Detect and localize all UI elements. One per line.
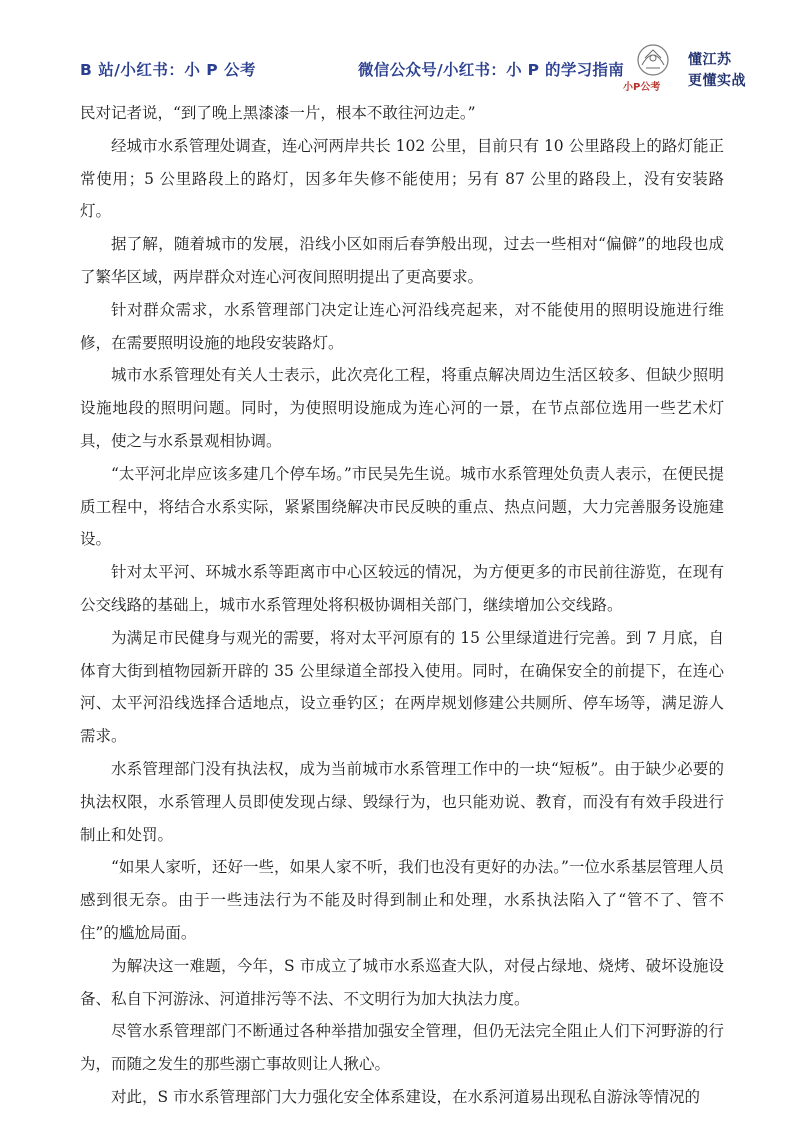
brand-slogan: [688, 50, 746, 92]
paragraph: 针对太平河、环城水系等距离市中心区较远的情况，为方便更多的市民前往游览，在现有公交线路的基础上，城市水系管理处将积极协调相关部门，继续增加公交线路。: [80, 563, 724, 614]
article-body: [80, 97, 724, 1114]
page-header: [0, 0, 800, 100]
paragraph: 城市水系管理处有关人士表示，此次亮化工程，将重点解决周边生活区较多、但缺少照明设施地段的照明问题。同时，为使照明设施成为连心河的一景，在节点部位选用一些艺术灯具，使之与水系景观相协调。: [80, 366, 724, 450]
paragraph: 针对群众需求，水系管理部门决定让连心河沿线亮起来，对不能使用的照明设施进行维修，在需要照明设施的地段安装路灯。: [80, 300, 724, 352]
header-right-text: 微信公众号/小红书：小 P 的学习指南: [358, 61, 625, 79]
paragraph: 经城市水系管理处调查，连心河两岸共长 102 公里，目前只有 10 公里路段上的路灯能正常使用；5 公里路段上的路灯，因多年失修不能使用；另有 87 公里的路段上，没有安装路灯。: [80, 136, 724, 221]
paragraph: 对此，S 市水系管理部门大力强化安全体系建设，在水系河道易出现私自游泳等情况的: [111, 1087, 701, 1106]
header-left-text: B 站/小红书：小 P 公考: [80, 61, 257, 79]
paragraph: “太平河北岸应该多建几个停车场。”市民吴先生说。城市水系管理处负责人表示，在便民提质工程中，将结合水系实际，紧紧围绕解决市民反映的重点、热点问题，大力完善服务设施建设。: [80, 464, 724, 549]
paragraph: 民对记者说，“到了晚上黑漆漆一片，根本不敢往河边走。”: [80, 104, 476, 122]
paragraph: 为解决这一难题，今年，S 市成立了城市水系巡查大队，对侵占绿地、烧烤、破坏设施设备、私自下河游泳、河道排污等不法、不文明行为加大执法力度。: [80, 956, 724, 1008]
paragraph: 据了解，随着城市的发展，沿线小区如雨后春笋般出现，过去一些相对“偏僻”的地段也成了繁华区域，两岸群众对连心河夜间照明提出了更高要求。: [80, 235, 724, 286]
paragraph: “如果人家听，还好一些，如果人家不听，我们也没有更好的办法。”一位水系基层管理人员感到很无奈。由于一些违法行为不能及时得到制止和处理，水系执法陷入了“管不了、管不住”的尴尬局面。: [80, 858, 724, 942]
brand-line-2: 更懂实战: [688, 73, 746, 89]
paragraph: 尽管水系管理部门不断通过各种举措加强安全管理，但仍无法完全阻止人们下河野游的行为，而随之发生的那些溺亡事故则让人揪心。: [80, 1022, 724, 1074]
paragraph: 水系管理部门没有执法权，成为当前城市水系管理工作中的一块“短板”。由于缺少必要的执法权限，水系管理人员即使发现占绿、毁绿行为，也只能劝说、教育，而没有有效手段进行制止和处罚。: [80, 759, 724, 844]
logo-caption: 小P公考: [623, 82, 661, 93]
paragraph: 为满足市民健身与观光的需要，将对太平河原有的 15 公里绿道进行完善。到 7 月底，自体育大街到植物园新开辟的 35 公里绿道全部投入使用。同时，在确保安全的前提下，在连心河、太平河沿线选择合适地点，设立垂钓区；在两岸规划修建公共厕所、停车场等，满足游人需求。: [80, 628, 724, 746]
brand-line-1: 懂江苏: [688, 52, 732, 68]
